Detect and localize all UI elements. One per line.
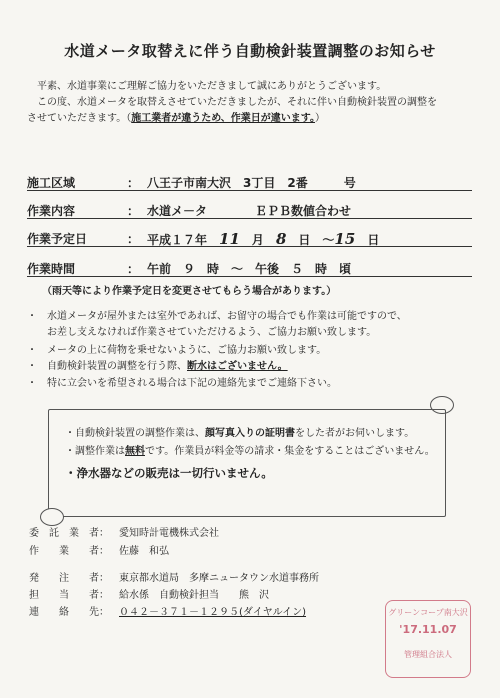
contact-label: 作 業 者：	[29, 546, 109, 557]
date-day: 8	[275, 230, 287, 248]
bullet-2: ・ メータの上に荷物を乗せないように、ご協力お願い致します。	[27, 345, 327, 356]
contact-value: 佐藤 和弘	[119, 546, 169, 557]
work-colon: ：	[127, 204, 140, 218]
intro-line-1: 平素、水道事業にご理解ご協力をいただきまして誠にありがとうございます。	[37, 81, 387, 92]
notice-line-3: ・浄水器などの販売は一切行いません。	[65, 466, 273, 480]
contact-row	[29, 572, 319, 586]
stamp-date: '17.11.07	[399, 623, 457, 636]
time-row	[27, 260, 472, 277]
work-row	[27, 202, 472, 219]
notice-line-1	[65, 427, 414, 441]
date-day-unit: 日 ～	[298, 233, 335, 247]
stamp-line-3: 管理組合法人	[404, 650, 452, 659]
work-label: 作業内容	[27, 204, 76, 218]
intro-line-3-post: ）	[315, 113, 326, 124]
date-year: 平成１７年	[147, 233, 208, 247]
rain-note: （雨天等により作業予定日を変更させてもらう場合があります。）	[42, 286, 337, 297]
contact-row	[29, 527, 219, 541]
contractor-note: 施工業者が違うため、作業日が違います。	[131, 113, 316, 124]
notice-box	[48, 409, 446, 517]
contact-label: 連 絡 先：	[29, 607, 109, 618]
date-row	[27, 230, 472, 247]
bullet-4: ・ 特に立会いを希望される場合は下記の連絡先までご連絡下さい。	[27, 378, 337, 389]
free-text: 無料	[125, 446, 145, 457]
bullet-1b: お差し支えなければ作業させていただけるよう、ご協力お願い致します。	[27, 327, 377, 338]
bullet-3	[27, 360, 288, 374]
area-colon: ：	[127, 176, 140, 190]
area-value: 八王子市南大沢 3丁目 2番 号	[147, 176, 356, 190]
date-label: 作業予定日	[27, 232, 88, 246]
date-month: 11	[219, 230, 240, 248]
time-colon: ：	[127, 262, 140, 276]
contact-value: 愛知時計電機株式会社	[119, 528, 219, 539]
time-value: 午前 ９ 時 ～ 午後 ５ 時 頃	[147, 262, 352, 276]
notice-line-2	[65, 445, 435, 459]
contact-label: 担 当 者：	[29, 590, 109, 601]
contact-value: 給水係 自動検針担当 熊 沢	[119, 590, 269, 601]
notice-line-1-pre: ・自動検針装置の調整作業は、	[65, 428, 205, 439]
intro-line-3	[27, 112, 325, 126]
contact-value: ０４２－３７１－１２９５(ダイヤルイン)	[119, 607, 307, 618]
received-stamp	[385, 600, 471, 678]
date-month-unit: 月	[251, 233, 264, 247]
contact-row	[29, 606, 306, 620]
contact-value: 東京都水道局 多摩ニュータウン水道事務所	[119, 573, 319, 584]
area-row	[27, 174, 472, 191]
contact-row	[29, 545, 169, 559]
date-value	[147, 230, 379, 248]
bullet-1a: ・ 水道メータが屋外または室外であれば、お留守の場合でも作業は可能ですので、	[27, 311, 407, 322]
scroll-curl-bottom	[40, 508, 64, 526]
area-label: 施工区域	[27, 176, 76, 190]
date-colon: ：	[127, 232, 140, 246]
intro-line-3-pre: させていただきます。（	[27, 113, 132, 124]
contact-label: 発 注 者：	[29, 573, 109, 584]
photo-id-text: 顔写真入りの証明書	[205, 428, 295, 439]
intro-line-2: この度、水道メータを取替えさせていただきましたが、それに伴い自動検針装置の調整を	[37, 97, 437, 108]
date-end-day: 15	[334, 230, 356, 248]
time-label: 作業時間	[27, 262, 76, 276]
contact-row	[29, 589, 269, 603]
no-water-outage: 断水はございません。	[187, 361, 288, 372]
notice-line-2-post: です。作業員が料金等の請求・集金をすることはございません。	[145, 446, 435, 457]
contact-label: 委 託 業 者：	[29, 528, 109, 539]
date-end-unit: 日	[367, 233, 380, 247]
notice-line-1-post: をした者がお伺いします。	[295, 428, 415, 439]
work-value: 水道メ－タ ＥＰＢ数値合わせ	[147, 204, 352, 218]
stamp-line-1: グリーンコープ南大沢	[388, 608, 468, 617]
bullet-3-text: ・ 自動検針装置の調整を行う際、	[27, 361, 187, 372]
notice-line-2-pre: ・調整作業は	[65, 446, 125, 457]
page-title: 水道メータ取替えに伴う自動検針装置調整のお知らせ	[64, 42, 436, 60]
